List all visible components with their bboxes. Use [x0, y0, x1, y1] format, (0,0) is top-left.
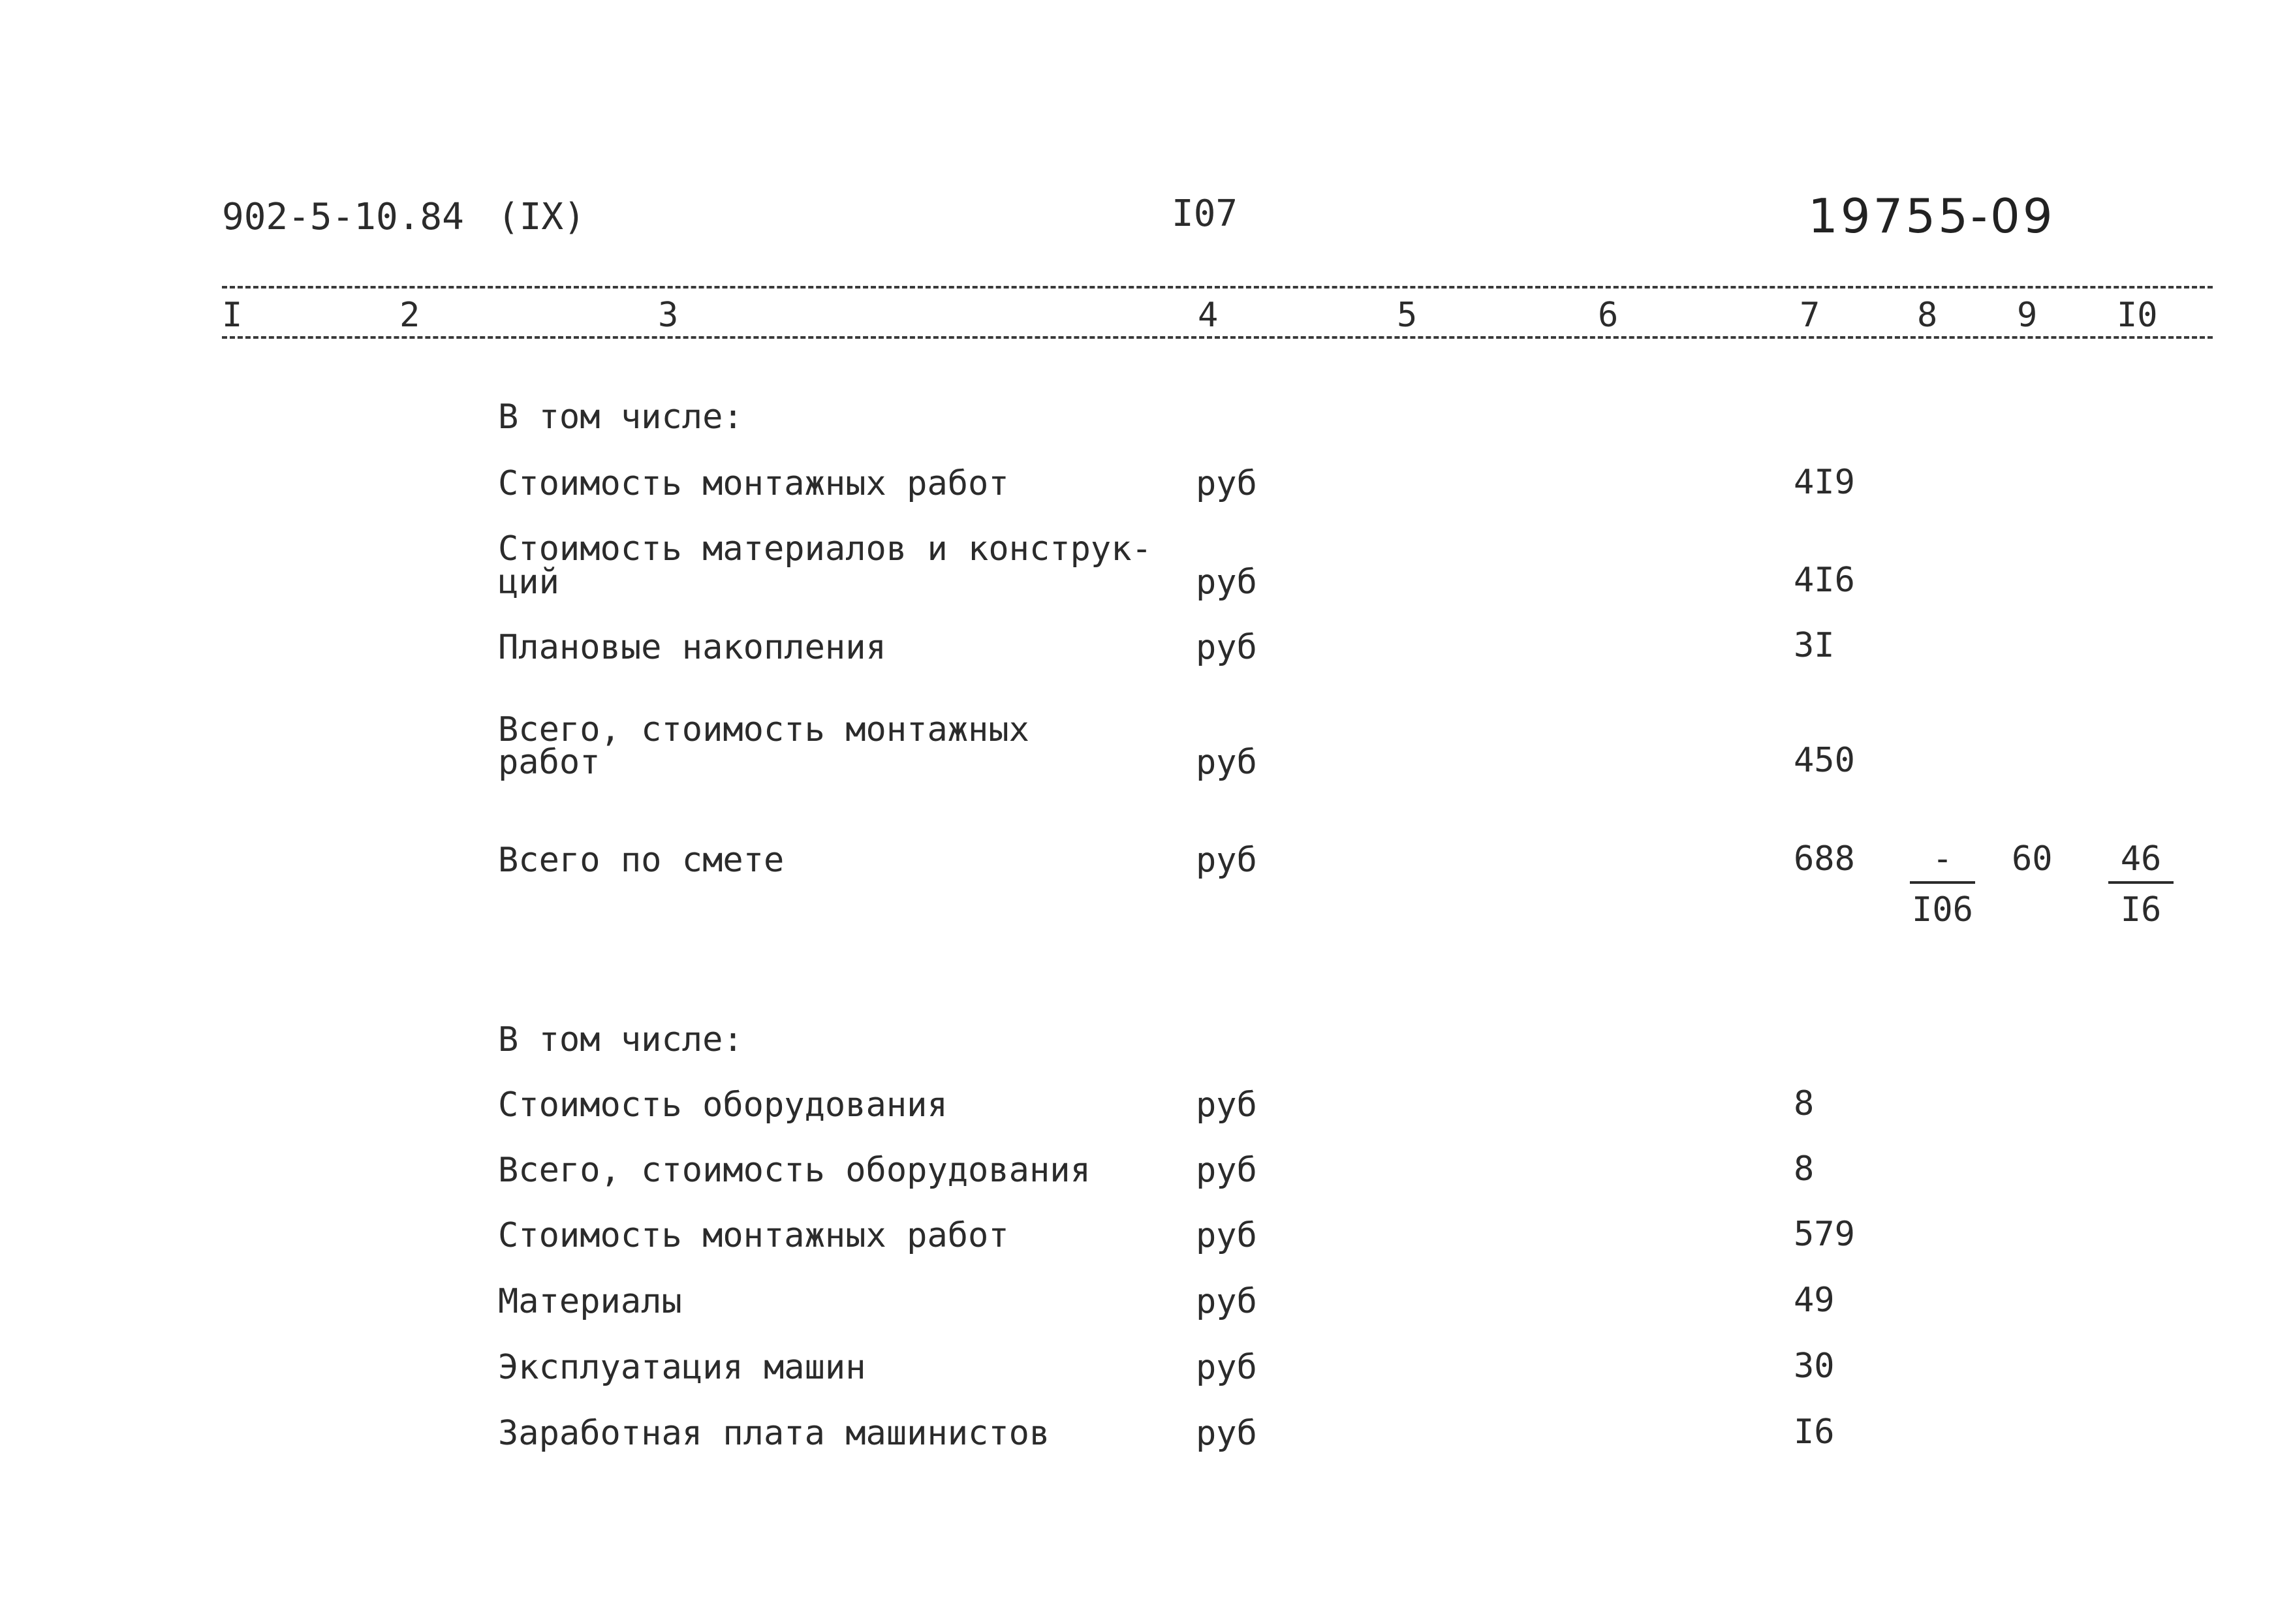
doc-code: 902-5-10.84	[222, 196, 464, 238]
row-label: Стоимость монтажных работ	[498, 464, 1009, 503]
row-label: Материалы	[498, 1282, 682, 1321]
row-unit: руб	[1196, 1282, 1257, 1321]
row-label: Стоимость монтажных работ	[498, 1216, 1009, 1255]
row-label: Стоимость материалов и конструк-	[498, 529, 1152, 569]
row-unit: руб	[1196, 1085, 1257, 1125]
column-number: 9	[2017, 296, 2038, 335]
row-value: 579	[1794, 1215, 1855, 1254]
row-unit: руб	[1196, 1216, 1257, 1255]
fraction-bar	[2108, 881, 2174, 884]
row-value: 3I	[1794, 626, 1835, 665]
row-value: I6	[1794, 1413, 1835, 1452]
row-unit: руб	[1196, 628, 1257, 667]
total-col8-fraction	[1910, 839, 1975, 929]
fraction-numerator: 46	[2120, 839, 2162, 879]
row-value: 49	[1794, 1281, 1835, 1320]
row-unit: руб	[1196, 743, 1257, 782]
row-label-continuation: работ	[498, 743, 601, 782]
row-value: 4I6	[1794, 561, 1855, 600]
fraction-denominator: I06	[1912, 890, 1973, 929]
row-value: 4I9	[1794, 463, 1855, 502]
column-number: 2	[399, 296, 420, 335]
column-number: 3	[658, 296, 679, 335]
column-number: 5	[1397, 296, 1418, 335]
row-unit: руб	[1196, 464, 1257, 503]
row-label: Стоимость оборудования	[498, 1085, 948, 1125]
total-col9-value: 60	[2012, 839, 2053, 879]
column-number: 6	[1598, 296, 1619, 335]
row-label: Всего, стоимость оборудования	[498, 1151, 1091, 1190]
column-number: I	[222, 296, 243, 335]
row-value: 30	[1794, 1347, 1835, 1386]
total-unit: руб	[1196, 841, 1257, 880]
total-col10-fraction	[2108, 839, 2174, 929]
column-number: 4	[1198, 296, 1219, 335]
row-unit: руб	[1196, 563, 1257, 602]
column-strip-bottom-rule	[222, 336, 2213, 339]
section-code: (IX)	[497, 196, 585, 238]
column-number: 7	[1800, 296, 1820, 335]
row-unit: руб	[1196, 1348, 1257, 1387]
column-number: I0	[2117, 296, 2158, 335]
fraction-bar	[1910, 881, 1975, 884]
stamp-number: 19755-09	[1808, 189, 2055, 243]
row-unit: руб	[1196, 1151, 1257, 1190]
row-value: 8	[1794, 1084, 1815, 1123]
section-heading: В том числе:	[498, 398, 743, 437]
row-unit: руб	[1196, 1414, 1257, 1453]
row-value: 450	[1794, 741, 1855, 780]
row-label: Всего, стоимость монтажных	[498, 710, 1029, 749]
section-heading: В том числе:	[498, 1020, 743, 1059]
page-number: I07	[1172, 193, 1238, 235]
row-label-continuation: ций	[498, 563, 559, 602]
fraction-numerator: -	[1932, 839, 1953, 879]
column-number: 8	[1917, 296, 1938, 335]
row-label: Эксплуатация машин	[498, 1348, 866, 1387]
total-label: Всего по смете	[498, 841, 785, 880]
total-col7-value: 688	[1794, 839, 1855, 879]
column-strip-top-rule	[222, 286, 2213, 289]
fraction-denominator: I6	[2120, 890, 2162, 929]
row-value: 8	[1794, 1149, 1815, 1189]
row-label: Плановые накопления	[498, 628, 886, 667]
row-label: Заработная плата машинистов	[498, 1414, 1050, 1453]
